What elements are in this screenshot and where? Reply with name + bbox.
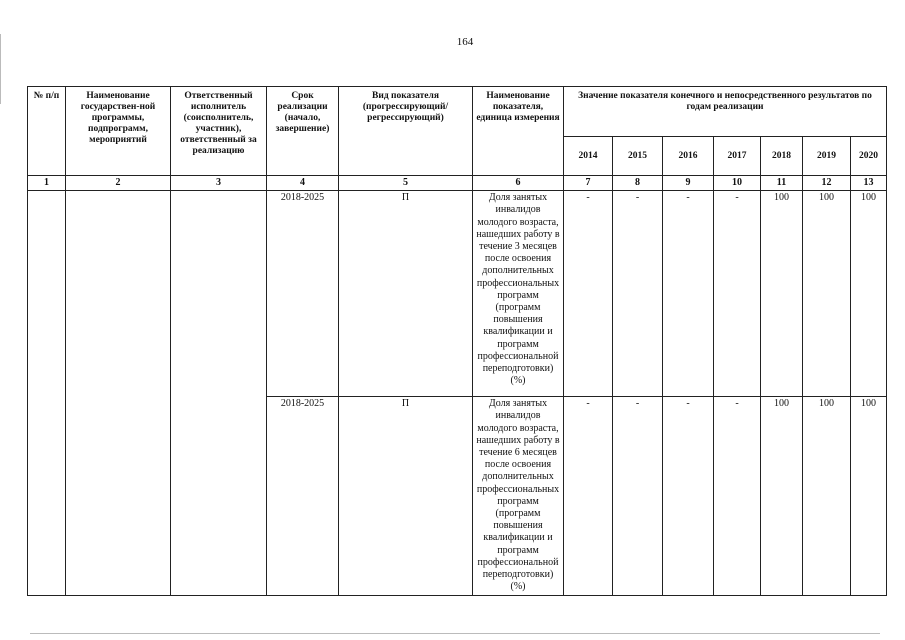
column-number: 13 (851, 176, 887, 191)
column-number: 8 (613, 176, 663, 191)
cell-value: 100 (803, 191, 851, 397)
column-number: 4 (267, 176, 339, 191)
year-header: 2019 (803, 137, 851, 176)
cell-value: - (663, 191, 714, 397)
year-header: 2016 (663, 137, 714, 176)
header-term: Срок реализации (начало, завершение) (267, 87, 339, 176)
header-executor: Ответственный исполнитель (соисполнитель, участник), ответственный за реализацию (171, 87, 267, 176)
cell-value: 100 (803, 397, 851, 596)
column-number: 12 (803, 176, 851, 191)
cell-term: 2018-2025 (267, 397, 339, 596)
cell-value: - (663, 397, 714, 596)
cell-indicator-type: П (339, 397, 473, 596)
year-header: 2017 (714, 137, 761, 176)
page-number: 164 (456, 36, 474, 48)
cell-value: - (714, 191, 761, 397)
cell-value: - (714, 397, 761, 596)
cell-value: 100 (851, 397, 887, 596)
column-number: 2 (66, 176, 171, 191)
column-number: 1 (28, 176, 66, 191)
column-number: 6 (473, 176, 564, 191)
header-indicator-type: Вид показателя (прогрессирующий/ регрессирующий) (339, 87, 473, 176)
column-number: 3 (171, 176, 267, 191)
year-header: 2014 (564, 137, 613, 176)
cell-value: 100 (761, 397, 803, 596)
header-row (28, 87, 887, 137)
table-row (28, 191, 887, 397)
year-header: 2015 (613, 137, 663, 176)
cell-value: - (613, 191, 663, 397)
cell-value: - (613, 397, 663, 596)
cell-executor (171, 191, 267, 596)
column-numbers-row (28, 176, 887, 191)
cell-indicator-name: Доля занятых инвалидов молодого возраста, нашедших работу в течение 6 месяцев после освоения дополнительных профессиональных программ (программ повышения квалификации и программ профессиональной переподготовки) (%) (473, 397, 564, 596)
cell-indicator-type: П (339, 191, 473, 397)
year-header: 2020 (851, 137, 887, 176)
cell-program (66, 191, 171, 596)
cell-value: 100 (761, 191, 803, 397)
cell-term: 2018-2025 (267, 191, 339, 397)
header-values-group: Значение показателя конечного и непосредственного результатов по годам реализации (564, 87, 887, 137)
cell-num (28, 191, 66, 596)
cell-indicator-name: Доля занятых инвалидов молодого возраста, нашедших работу в течение 3 месяцев после освоения дополнительных профессиональных программ (программ повышения квалификации и программ профессиональной переподготовки) (%) (473, 191, 564, 397)
column-number: 7 (564, 176, 613, 191)
page-bottom-line (30, 633, 880, 634)
column-number: 5 (339, 176, 473, 191)
cell-value: 100 (851, 191, 887, 397)
column-number: 10 (714, 176, 761, 191)
indicators-table (27, 86, 887, 596)
year-header: 2018 (761, 137, 803, 176)
header-num: № п/п (28, 87, 66, 176)
header-program: Наименование государствен-ной программы, подпрограмм, мероприятий (66, 87, 171, 176)
column-number: 11 (761, 176, 803, 191)
header-indicator-name: Наименование показателя, единица измерения (473, 87, 564, 176)
cell-value: - (564, 191, 613, 397)
column-number: 9 (663, 176, 714, 191)
cell-value: - (564, 397, 613, 596)
